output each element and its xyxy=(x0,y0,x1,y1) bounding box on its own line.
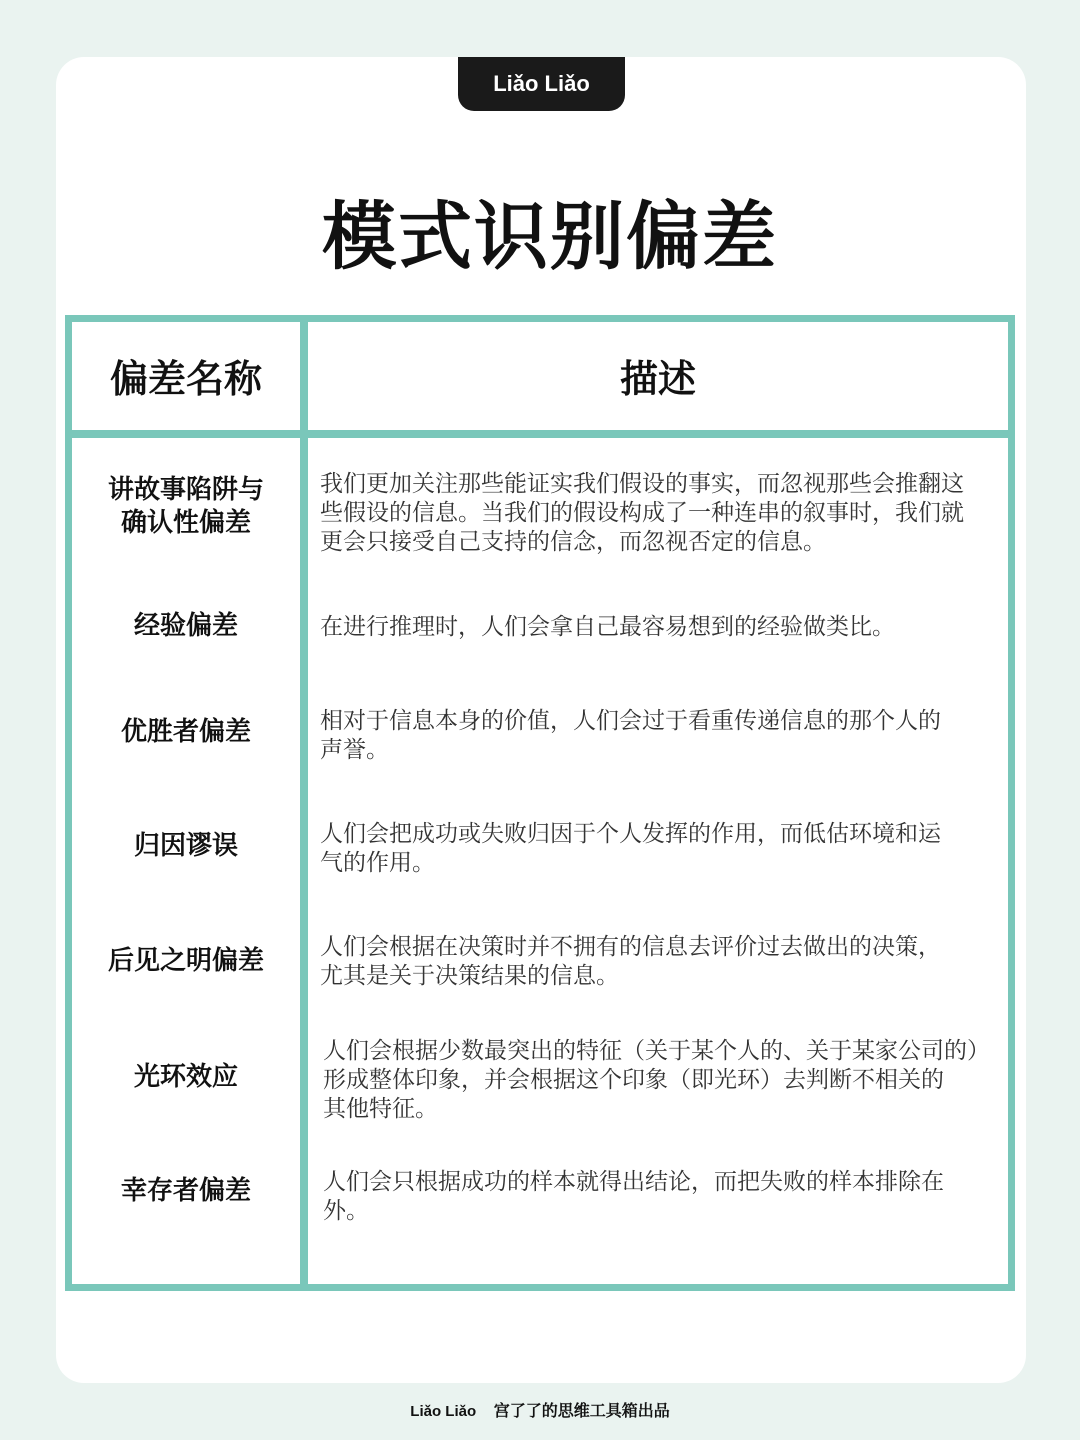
row-desc-line: 其他特征。 xyxy=(323,1096,438,1122)
row-desc-line: 我们更加关注那些能证实我们假设的事实，而忽视那些会推翻这 xyxy=(320,471,964,497)
row-desc-line: 人们会把成功或失败归因于个人发挥的作用，而低估环境和运 xyxy=(320,821,941,847)
row-name-line: 归因谬误 xyxy=(133,831,238,861)
column-divider xyxy=(300,315,308,1291)
brand-logo: Liǎo Liǎo xyxy=(458,57,625,111)
header-description-cell: 描述 xyxy=(619,357,696,401)
row-name-line: 优胜者偏差 xyxy=(120,717,251,747)
row-name-hindsight xyxy=(72,945,300,978)
row-name-line: 确认性偏差 xyxy=(120,508,251,538)
row-name-line: 光环效应 xyxy=(133,1062,238,1092)
footer xyxy=(0,1398,1080,1421)
row-desc-line: 相对于信息本身的价值，人们会过于看重传递信息的那个人的 xyxy=(320,708,941,734)
row-desc-line: 人们会根据少数最突出的特征（关于某个人的、关于某家公司的） xyxy=(323,1038,990,1064)
row-desc-storytelling xyxy=(320,470,1000,557)
row-name-attribution xyxy=(72,830,300,863)
row-desc-line: 人们会根据在决策时并不拥有的信息去评价过去做出的决策， xyxy=(320,934,941,960)
row-desc-experience xyxy=(320,613,1000,642)
row-desc-line: 尤其是关于决策结果的信息。 xyxy=(320,963,619,989)
row-desc-line: 更会只接受自己支持的信念，而忽视否定的信息。 xyxy=(320,529,826,555)
footer-brand: Liǎo Liǎo xyxy=(410,1403,477,1420)
row-desc-line: 气的作用。 xyxy=(320,850,435,876)
row-name-winner xyxy=(72,716,300,749)
row-desc-line: 在进行推理时，人们会拿自己最容易想到的经验做类比。 xyxy=(320,614,895,640)
row-desc-line: 声誉。 xyxy=(320,737,389,763)
row-desc-winner xyxy=(320,707,1000,765)
row-desc-line: 人们会只根据成功的样本就得出结论，而把失败的样本排除在 xyxy=(323,1169,944,1195)
bias-table xyxy=(65,315,1015,1291)
row-desc-survivor xyxy=(323,1168,1003,1226)
row-name-experience xyxy=(72,610,300,643)
header-divider xyxy=(65,430,1015,438)
row-name-line: 讲故事陷阱与 xyxy=(107,475,264,505)
row-name-halo xyxy=(72,1061,300,1094)
row-desc-halo xyxy=(323,1037,1003,1124)
footer-caption: 宫了了的思维工具箱出品 xyxy=(493,1401,670,1420)
row-name-line: 后见之明偏差 xyxy=(107,946,264,976)
row-desc-line: 些假设的信息。当我们的假设构成了一种连串的叙事时，我们就 xyxy=(320,500,964,526)
row-name-line: 经验偏差 xyxy=(133,611,238,641)
page-title: 模式识别偏差 xyxy=(322,194,778,280)
row-name-line: 幸存者偏差 xyxy=(120,1176,251,1206)
row-desc-hindsight xyxy=(320,933,1000,991)
row-desc-line: 形成整体印象，并会根据这个印象（即光环）去判断不相关的 xyxy=(323,1067,944,1093)
row-desc-line: 外。 xyxy=(323,1198,369,1224)
header-name-cell: 偏差名称 xyxy=(109,357,262,401)
row-desc-attribution xyxy=(320,820,1000,878)
row-name-survivor xyxy=(72,1175,300,1208)
row-name-storytelling xyxy=(72,474,300,540)
